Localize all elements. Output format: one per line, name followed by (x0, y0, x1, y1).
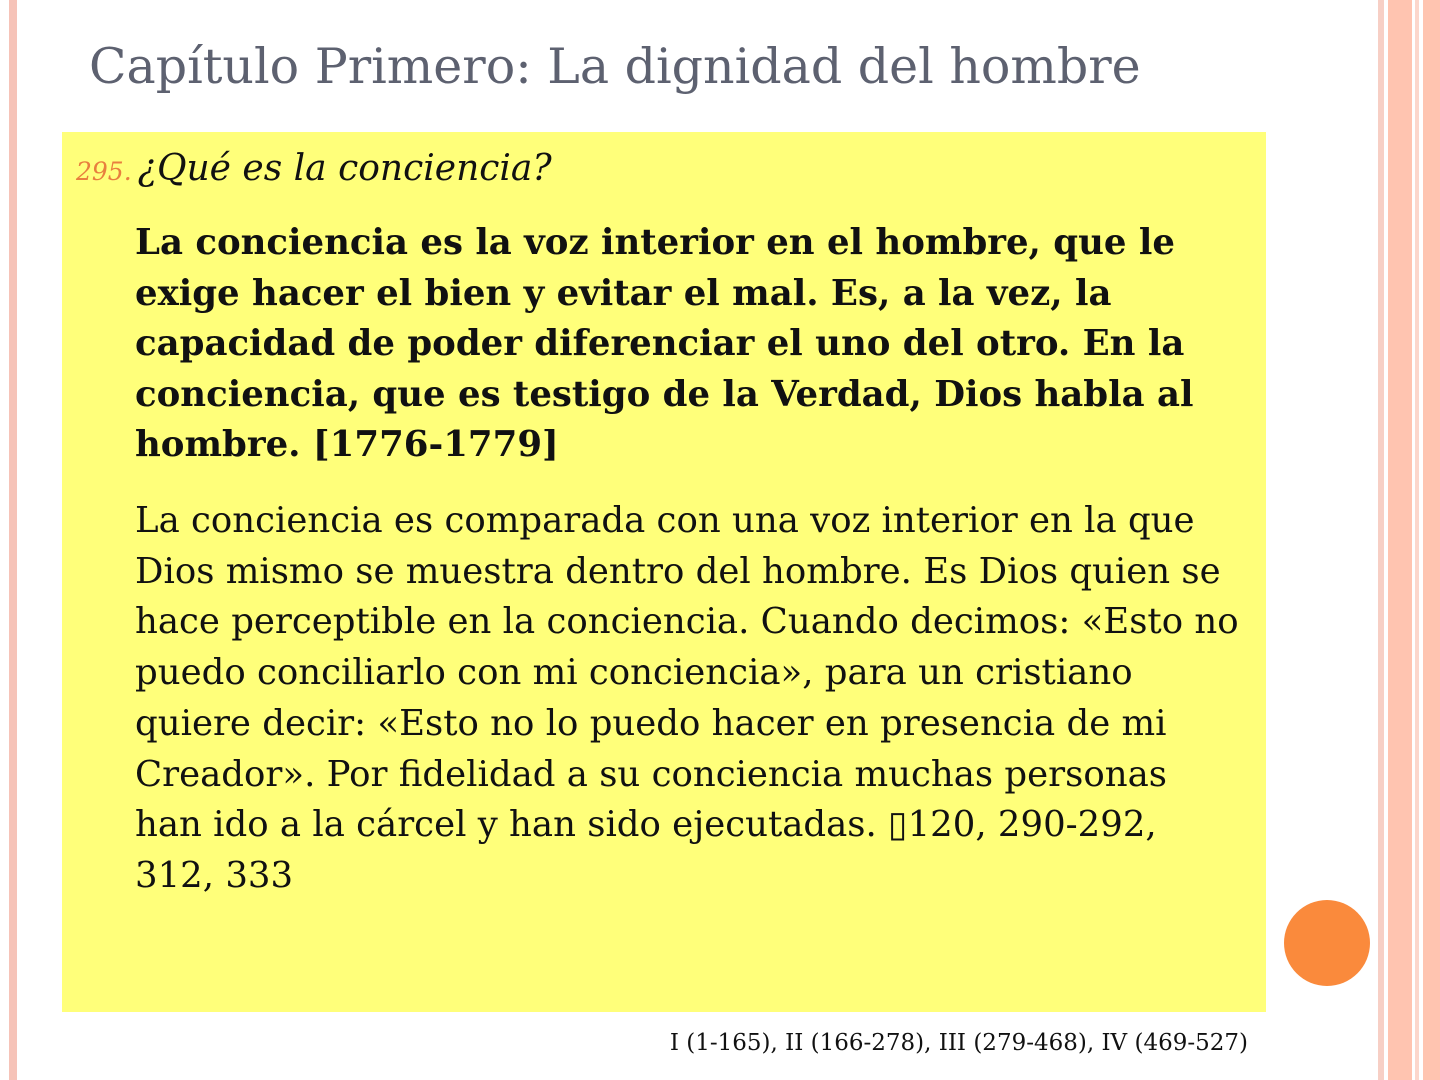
content-box (62, 132, 1266, 1012)
question-line (76, 148, 552, 189)
footer-section-index: I (1-165), II (166-278), III (279-468), IV (469-527) (669, 1030, 1248, 1056)
right-stripe (1388, 0, 1412, 1080)
right-stripe (1423, 0, 1440, 1080)
left-decorative-stripe (9, 0, 17, 1080)
answer-summary: La conciencia es la voz interior en el hombre, que le exige hacer el bien y evitar el mal. Es, a la vez, la capacidad de poder diferenciar el uno del otro. En la conciencia, que es testigo de la Verdad, Dios habla al hombre. [1776-1779] (135, 222, 1194, 465)
answer-explanation: La conciencia es comparada con una voz interior en la que Dios mismo se muestra dentro del hombre. Es Dios quien se hace perceptible en la conciencia. Cuando decimos: «Esto no puedo conciliarlo con mi conciencia», para un cristiano quiere decir: «Esto no lo puedo hacer en presencia de mi Creador». Por fidelidad a su conciencia muchas personas han ido a la cárcel y han sido ejecutadas. ▯120, 290-292, 312, 333 (135, 500, 1239, 896)
right-stripe (1378, 0, 1384, 1080)
right-decorative-stripes (1378, 0, 1440, 1080)
slide-title: Capítulo Primero: La dignidad del hombre (89, 38, 1141, 95)
right-stripe (1415, 0, 1419, 1080)
accent-circle (1284, 900, 1370, 986)
question-text: ¿Qué es la conciencia? (137, 148, 552, 189)
question-number: 295. (76, 157, 132, 186)
